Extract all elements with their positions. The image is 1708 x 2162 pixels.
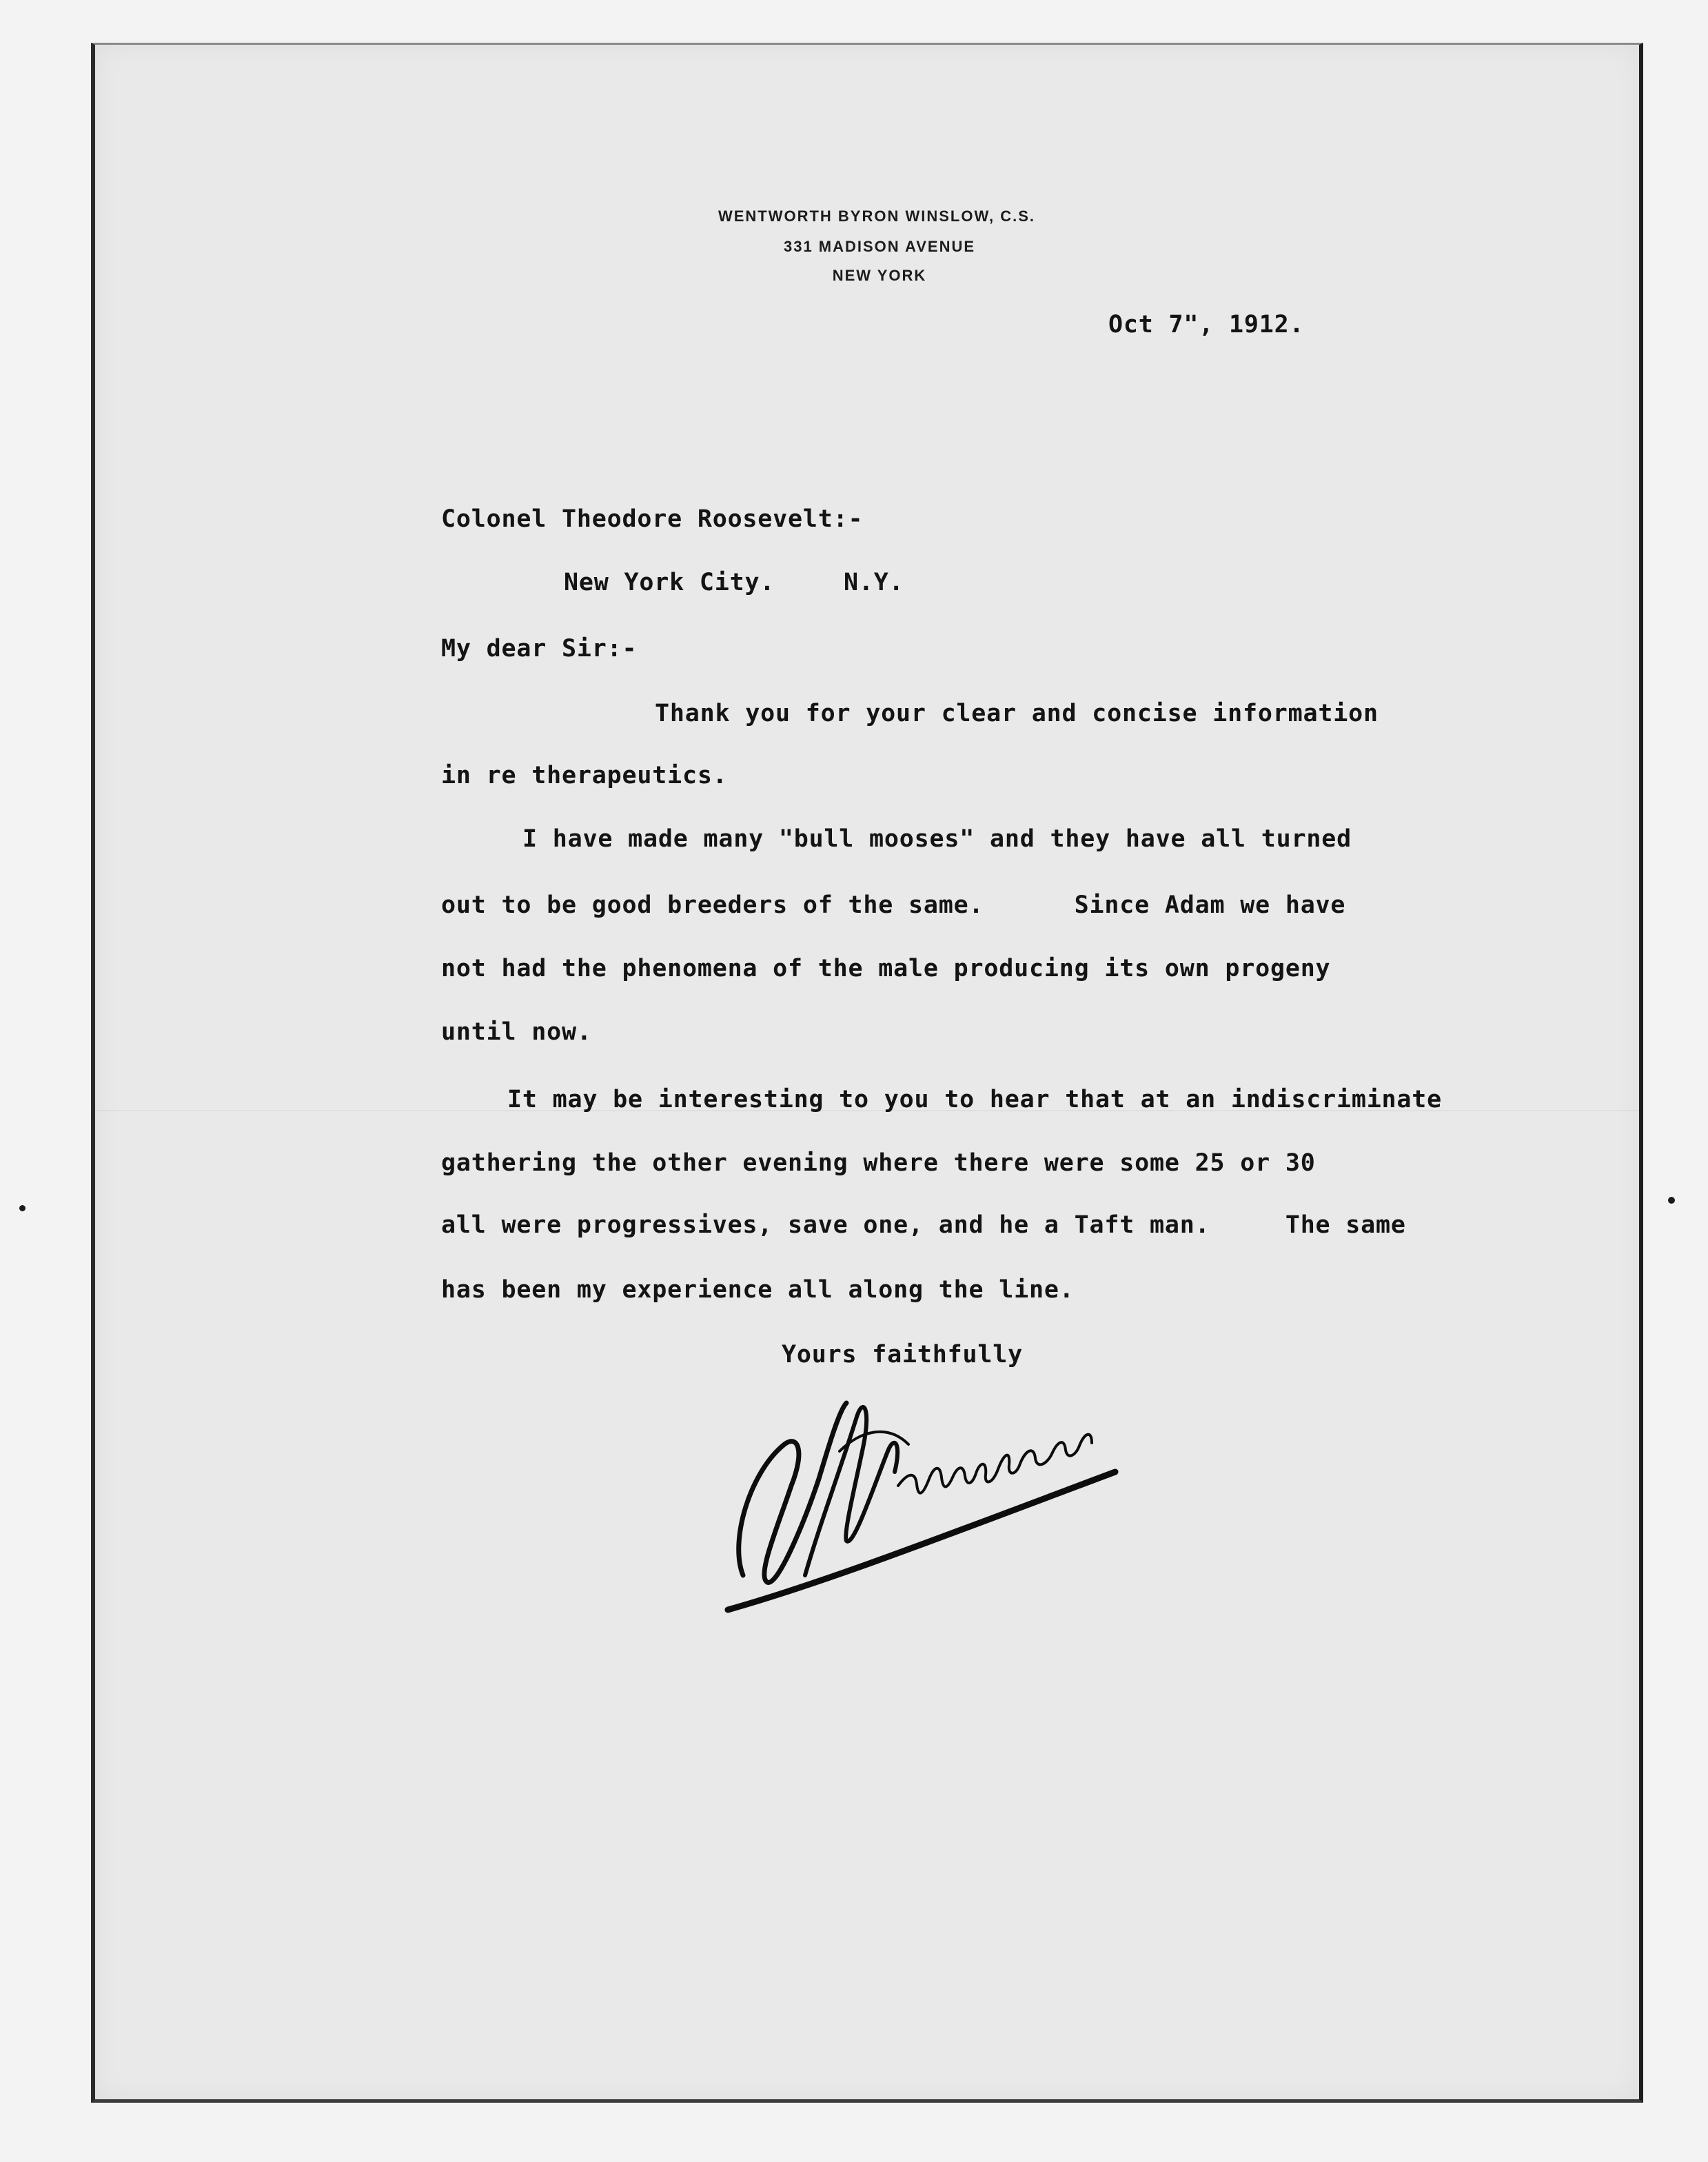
handwritten-signature <box>702 1368 1129 1617</box>
body-line: I have made many "bull mooses" and they have all turned <box>522 825 1352 853</box>
closing: Yours faithfully <box>782 1341 1023 1368</box>
letter-date: Oct 7", 1912. <box>1108 311 1305 339</box>
addressee-city: New York City. <box>564 569 775 596</box>
body-line: gathering the other evening where there were some 25 or 30 <box>441 1149 1316 1177</box>
letterhead-name: WENTWORTH BYRON WINSLOW, C.S. <box>718 208 1036 225</box>
letter-sheet <box>91 43 1643 2103</box>
body-line: It may be interesting to you to hear that at an indiscriminate <box>507 1086 1443 1113</box>
body-line: out to be good breeders of the same. Since Adam we have <box>441 891 1346 919</box>
letterhead-city: NEW YORK <box>832 267 927 284</box>
body-line: not had the phenomena of the male producing its own progeny <box>441 955 1331 982</box>
letterhead-address: 331 MADISON AVENUE <box>783 238 976 255</box>
body-line: Thank you for your clear and concise information <box>655 700 1379 727</box>
body-line: until now. <box>441 1018 592 1046</box>
margin-speck <box>19 1205 26 1211</box>
body-line: all were progressives, save one, and he a Taft man. The same <box>441 1211 1406 1239</box>
salutation: My dear Sir:- <box>441 635 638 663</box>
body-line: in re therapeutics. <box>441 762 728 789</box>
addressee-name: Colonel Theodore Roosevelt:- <box>441 505 864 533</box>
margin-speck <box>1668 1197 1675 1204</box>
body-line: has been my experience all along the line. <box>441 1276 1075 1304</box>
addressee-state: N.Y. <box>844 569 904 596</box>
